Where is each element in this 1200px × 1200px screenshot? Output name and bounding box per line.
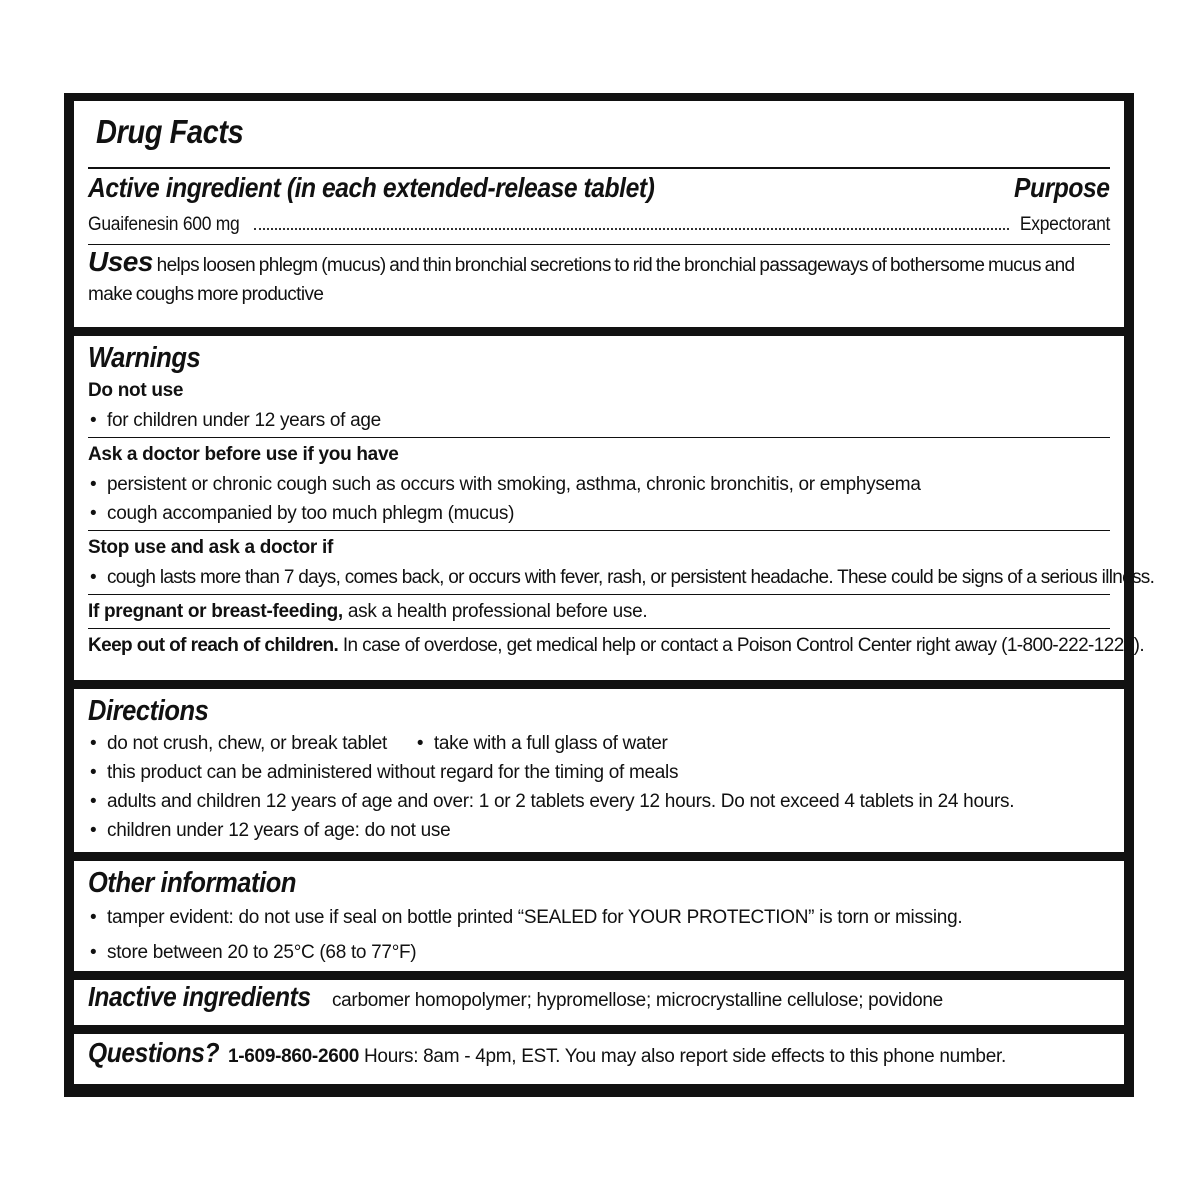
- uses-section: [88, 247, 1110, 309]
- questions-heading: Questions?: [88, 1037, 220, 1068]
- stop-use-heading: Stop use and ask a doctor if: [88, 537, 333, 558]
- active-heading-row: [88, 172, 1110, 212]
- active-ingredient-panel: [74, 101, 1124, 327]
- uses-heading: Uses: [88, 246, 153, 277]
- pregnant-warning: [88, 597, 1110, 626]
- directions-item: • do not crush, chew, or break tablet: [88, 733, 387, 754]
- title-divider: [88, 167, 1110, 169]
- uses-divider: [88, 244, 1110, 245]
- do-not-use-heading: Do not use: [88, 380, 184, 401]
- directions-item: • children under 12 years of age: do not use: [88, 816, 1110, 845]
- warnings-divider-4: [88, 628, 1110, 629]
- directions-item: • adults and children 12 years of age and over: 1 or 2 tablets every 12 hours. Do not exceed 4 tablets in 24 hours.: [88, 787, 1110, 816]
- inactive-text: carbomer homopolymer; hypromellose; microcrystalline cellulose; povidone: [331, 990, 943, 1011]
- do-not-use-item: • for children under 12 years of age: [88, 406, 1110, 435]
- warnings-heading: Warnings: [88, 342, 201, 374]
- other-info-panel: [74, 861, 1124, 971]
- ask-doctor-item: • cough accompanied by too much phlegm (mucus): [88, 499, 1110, 528]
- questions-panel: [74, 1034, 1124, 1084]
- other-info-item: • tamper evident: do not use if seal on bottle printed “SEALED for YOUR PROTECTION” is torn or missing.: [88, 903, 1110, 932]
- ask-doctor-item: • persistent or chronic cough such as occurs with smoking, asthma, chronic bronchitis, or emphysema: [88, 470, 1110, 499]
- warnings-panel: [74, 336, 1155, 680]
- directions-row-1: [88, 729, 1110, 758]
- directions-item: • take with a full glass of water: [415, 733, 668, 754]
- other-info-heading: Other information: [88, 867, 297, 899]
- questions-phone: 1-609-860-2600: [228, 1046, 360, 1067]
- pregnant-bold: If pregnant or breast-feeding,: [88, 601, 343, 622]
- uses-text: helps loosen phlegm (mucus) and thin bronchial secretions to rid the bronchial passageways of bothersome mucus and make coughs more productive: [88, 255, 1075, 305]
- questions-text: Hours: 8am - 4pm, EST. You may also report side effects to this phone number.: [364, 1046, 1006, 1067]
- warnings-divider-2: [88, 530, 1110, 531]
- ingredient-name: Guaifenesin 600 mg: [88, 214, 240, 235]
- leader-dots: [254, 228, 1009, 230]
- other-info-item: • store between 20 to 25°C (68 to 77°F): [88, 938, 1110, 967]
- drug-facts-title: Drug Facts: [96, 113, 244, 150]
- keep-out-warning: [88, 631, 1145, 660]
- directions-panel: [74, 689, 1124, 852]
- warnings-divider-1: [88, 437, 1110, 438]
- inactive-panel: [74, 980, 1124, 1025]
- directions-heading: Directions: [88, 695, 209, 727]
- questions-row: [88, 1038, 1110, 1071]
- inactive-row: [88, 982, 1110, 1015]
- ask-doctor-heading: Ask a doctor before use if you have: [88, 444, 399, 465]
- stop-use-item: • cough lasts more than 7 days, comes back, or occurs with fever, rash, or persistent headache. These could be signs of a serious illness.: [88, 563, 1110, 592]
- purpose-heading: Purpose: [1014, 172, 1110, 203]
- inactive-heading: Inactive ingredients: [88, 981, 311, 1012]
- active-ingredient-heading: Active ingredient (in each extended-release tablet): [88, 172, 655, 203]
- keep-out-text: In case of overdose, get medical help or contact a Poison Control Center right away (1-800-222-1222).: [342, 635, 1145, 656]
- directions-item: • this product can be administered without regard for the timing of meals: [88, 758, 1110, 787]
- drug-facts-label: [64, 93, 1155, 1097]
- pregnant-text: ask a health professional before use.: [347, 601, 648, 622]
- ingredient-row: [88, 212, 1110, 238]
- ingredient-purpose: Expectorant: [1019, 214, 1110, 235]
- warnings-divider-3: [88, 594, 1110, 595]
- keep-out-bold: Keep out of reach of children.: [88, 635, 339, 656]
